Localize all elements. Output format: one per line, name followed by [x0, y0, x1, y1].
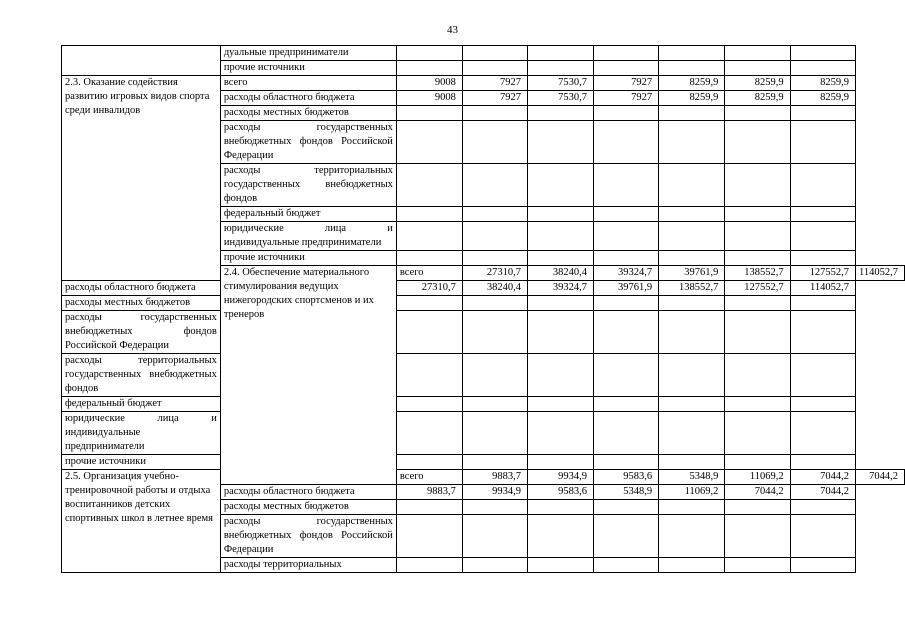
amount-cell	[462, 106, 527, 121]
funding-source: расходы областного бюджета	[220, 91, 396, 106]
amount-cell	[790, 500, 855, 515]
table-row	[62, 455, 905, 470]
amount-cell: 138552,7	[659, 281, 725, 296]
table-row	[62, 412, 905, 455]
amount-cell	[790, 222, 855, 251]
amount-cell: 7044,2	[856, 470, 905, 485]
funding-source: расходы государственных внебюджетных фондов Российской Федерации	[220, 515, 396, 558]
funding-source: федеральный бюджет	[62, 397, 221, 412]
amount-cell	[462, 207, 527, 222]
amount-cell	[396, 164, 462, 207]
amount-cell	[594, 397, 659, 412]
amount-cell	[594, 121, 659, 164]
amount-cell	[594, 311, 659, 354]
amount-cell	[396, 311, 462, 354]
amount-cell: 9583,6	[594, 470, 659, 485]
amount-cell	[528, 106, 594, 121]
amount-cell	[462, 121, 527, 164]
table-row	[62, 470, 905, 485]
table-row	[62, 296, 905, 311]
amount-cell: 9008	[396, 91, 462, 106]
amount-cell	[725, 61, 790, 76]
amount-cell	[725, 251, 790, 266]
amount-cell	[594, 164, 659, 207]
amount-cell: 9883,7	[462, 470, 527, 485]
funding-source: прочие источники	[220, 61, 396, 76]
amount-cell	[594, 558, 659, 573]
amount-cell	[659, 515, 725, 558]
amount-cell: 7927	[594, 76, 659, 91]
amount-cell: 5348,9	[594, 485, 659, 500]
amount-cell	[659, 558, 725, 573]
program-item-name: 2.3. Оказание содействия развитию игровых видов спорта среди инвалидов	[62, 76, 221, 281]
funding-source: расходы территориальных государственных внебюджетных фондов	[220, 164, 396, 207]
amount-cell	[725, 558, 790, 573]
amount-cell: 38240,4	[462, 281, 527, 296]
amount-cell	[594, 222, 659, 251]
amount-cell: 7044,2	[790, 485, 855, 500]
amount-cell	[725, 106, 790, 121]
amount-cell	[462, 515, 527, 558]
amount-cell	[594, 296, 659, 311]
amount-cell	[659, 455, 725, 470]
amount-cell	[659, 397, 725, 412]
amount-cell	[396, 207, 462, 222]
amount-cell: 8259,9	[725, 91, 790, 106]
amount-cell	[790, 121, 855, 164]
amount-cell	[659, 46, 725, 61]
amount-cell	[659, 354, 725, 397]
amount-cell	[396, 515, 462, 558]
amount-cell	[659, 207, 725, 222]
amount-cell	[528, 164, 594, 207]
table-row	[62, 311, 905, 354]
amount-cell	[725, 412, 790, 455]
amount-cell	[462, 61, 527, 76]
amount-cell	[594, 500, 659, 515]
amount-cell	[528, 397, 594, 412]
amount-cell	[659, 222, 725, 251]
amount-cell: 7044,2	[725, 485, 790, 500]
funding-source: прочие источники	[220, 251, 396, 266]
amount-cell	[396, 46, 462, 61]
amount-cell	[528, 296, 594, 311]
amount-cell	[790, 106, 855, 121]
amount-cell: 114052,7	[790, 281, 855, 296]
program-item-name-cell	[62, 46, 221, 76]
funding-source: федеральный бюджет	[220, 207, 396, 222]
funding-source: юридические лица и индивидуальные предприниматели	[220, 222, 396, 251]
amount-cell: 9583,6	[528, 485, 594, 500]
amount-cell	[594, 515, 659, 558]
amount-cell: 7530,7	[528, 91, 594, 106]
amount-cell: 127552,7	[790, 266, 855, 281]
amount-cell	[462, 222, 527, 251]
amount-cell	[790, 46, 855, 61]
funding-source: всего	[396, 266, 462, 281]
funding-source: расходы областного бюджета	[62, 281, 221, 296]
amount-cell	[659, 61, 725, 76]
amount-cell	[396, 251, 462, 266]
amount-cell: 7927	[594, 91, 659, 106]
amount-cell	[659, 251, 725, 266]
amount-cell	[528, 515, 594, 558]
amount-cell	[462, 354, 527, 397]
amount-cell	[462, 311, 527, 354]
amount-cell	[725, 164, 790, 207]
amount-cell	[528, 251, 594, 266]
amount-cell: 7927	[462, 91, 527, 106]
funding-source: прочие источники	[62, 455, 221, 470]
amount-cell	[725, 207, 790, 222]
funding-source: дуальные предприниматели	[220, 46, 396, 61]
amount-cell: 7530,7	[528, 76, 594, 91]
amount-cell	[396, 500, 462, 515]
funding-source: расходы государственных внебюджетных фондов Российской Федерации	[62, 311, 221, 354]
amount-cell: 7044,2	[790, 470, 855, 485]
amount-cell: 27310,7	[462, 266, 527, 281]
amount-cell	[462, 500, 527, 515]
amount-cell	[528, 121, 594, 164]
amount-cell	[396, 121, 462, 164]
amount-cell	[594, 412, 659, 455]
amount-cell: 39324,7	[528, 281, 594, 296]
page-number: 43	[447, 24, 458, 36]
amount-cell	[462, 251, 527, 266]
amount-cell	[396, 354, 462, 397]
amount-cell	[790, 354, 855, 397]
amount-cell: 11069,2	[725, 470, 790, 485]
amount-cell	[462, 455, 527, 470]
amount-cell	[594, 455, 659, 470]
amount-cell: 9008	[396, 76, 462, 91]
table-row	[62, 46, 905, 61]
amount-cell	[396, 455, 462, 470]
amount-cell	[790, 311, 855, 354]
amount-cell: 8259,9	[725, 76, 790, 91]
amount-cell	[396, 106, 462, 121]
amount-cell: 138552,7	[725, 266, 790, 281]
amount-cell	[528, 558, 594, 573]
amount-cell	[462, 296, 527, 311]
amount-cell: 9883,7	[396, 485, 462, 500]
amount-cell: 8259,9	[659, 91, 725, 106]
amount-cell: 11069,2	[659, 485, 725, 500]
amount-cell	[528, 412, 594, 455]
amount-cell	[462, 46, 527, 61]
funding-source: расходы государственных внебюджетных фондов Российской Федерации	[220, 121, 396, 164]
amount-cell	[528, 311, 594, 354]
amount-cell	[659, 412, 725, 455]
table-row	[62, 281, 905, 296]
amount-cell	[725, 121, 790, 164]
amount-cell	[790, 296, 855, 311]
program-item-name: 2.4. Обеспечение материального стимулирования ведущих нижегородских спортсменов и их тренеров	[220, 266, 396, 485]
amount-cell	[594, 251, 659, 266]
amount-cell	[594, 354, 659, 397]
amount-cell	[725, 515, 790, 558]
amount-cell	[659, 296, 725, 311]
amount-cell	[790, 61, 855, 76]
amount-cell: 39761,9	[594, 281, 659, 296]
amount-cell: 8259,9	[659, 76, 725, 91]
amount-cell	[790, 412, 855, 455]
amount-cell	[396, 558, 462, 573]
amount-cell	[725, 46, 790, 61]
amount-cell	[725, 296, 790, 311]
amount-cell	[528, 354, 594, 397]
amount-cell	[462, 558, 527, 573]
amount-cell: 27310,7	[396, 281, 462, 296]
amount-cell	[396, 296, 462, 311]
amount-cell	[528, 222, 594, 251]
amount-cell	[396, 61, 462, 76]
funding-source: расходы местных бюджетов	[220, 500, 396, 515]
amount-cell	[528, 207, 594, 222]
amount-cell	[725, 311, 790, 354]
amount-cell	[462, 412, 527, 455]
amount-cell	[462, 397, 527, 412]
table-row	[62, 397, 905, 412]
amount-cell	[528, 500, 594, 515]
amount-cell	[725, 354, 790, 397]
amount-cell: 39324,7	[594, 266, 659, 281]
funding-source: расходы местных бюджетов	[62, 296, 221, 311]
amount-cell	[790, 251, 855, 266]
amount-cell	[659, 106, 725, 121]
amount-cell	[725, 455, 790, 470]
amount-cell	[594, 46, 659, 61]
amount-cell: 9934,9	[528, 470, 594, 485]
funding-source: расходы территориальных государственных внебюджетных фондов	[62, 354, 221, 397]
amount-cell	[659, 500, 725, 515]
amount-cell: 9934,9	[462, 485, 527, 500]
table-row	[62, 354, 905, 397]
amount-cell	[462, 164, 527, 207]
funding-source: юридические лица и индивидуальные предприниматели	[62, 412, 221, 455]
amount-cell: 39761,9	[659, 266, 725, 281]
amount-cell: 38240,4	[528, 266, 594, 281]
amount-cell	[659, 311, 725, 354]
amount-cell	[396, 412, 462, 455]
amount-cell: 8259,9	[790, 76, 855, 91]
amount-cell	[790, 455, 855, 470]
amount-cell	[396, 397, 462, 412]
amount-cell: 114052,7	[856, 266, 905, 281]
funding-source: расходы местных бюджетов	[220, 106, 396, 121]
program-item-name: 2.5. Организация учебно-тренировочной работы и отдыха воспитанников детских спортивных школ в летнее время	[62, 470, 221, 573]
amount-cell	[594, 61, 659, 76]
funding-table	[61, 45, 905, 573]
amount-cell	[790, 164, 855, 207]
amount-cell: 5348,9	[659, 470, 725, 485]
funding-source: всего	[396, 470, 462, 485]
amount-cell	[396, 222, 462, 251]
funding-source: расходы территориальных	[220, 558, 396, 573]
amount-cell	[790, 207, 855, 222]
funding-source: всего	[220, 76, 396, 91]
amount-cell	[790, 397, 855, 412]
amount-cell	[659, 164, 725, 207]
amount-cell	[594, 106, 659, 121]
amount-cell	[725, 222, 790, 251]
amount-cell	[528, 46, 594, 61]
amount-cell	[528, 61, 594, 76]
amount-cell: 8259,9	[790, 91, 855, 106]
amount-cell	[725, 500, 790, 515]
amount-cell	[528, 455, 594, 470]
amount-cell: 127552,7	[725, 281, 790, 296]
amount-cell	[594, 207, 659, 222]
table-row	[62, 76, 905, 91]
amount-cell	[659, 121, 725, 164]
funding-source: расходы областного бюджета	[220, 485, 396, 500]
amount-cell	[790, 515, 855, 558]
amount-cell	[790, 558, 855, 573]
amount-cell: 7927	[462, 76, 527, 91]
amount-cell	[725, 397, 790, 412]
